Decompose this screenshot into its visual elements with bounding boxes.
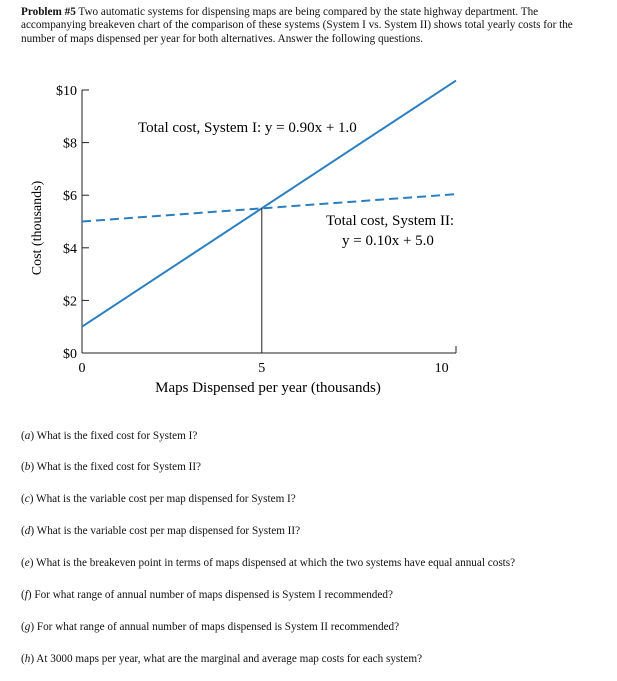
question-d: (d) What is the variable cost per map dispensed for System II? bbox=[21, 525, 301, 537]
y-axis-label: Cost (thousands) bbox=[30, 180, 45, 276]
question-c: (c) What is the variable cost per map dispensed for System I? bbox=[21, 493, 296, 505]
y-tick-label-1: $2 bbox=[63, 294, 77, 310]
x-tick-label-1: 5 bbox=[258, 361, 266, 376]
y-tick-label-3: $6 bbox=[63, 189, 77, 205]
problem-text: Two automatic systems for dispensing maps are being compared by the state highway department. The accompanying breakeven chart of the comparison of these systems (System I vs. System II) shows total yearly costs for the number of maps dispensed per year for both alternatives. Answer the following questions. bbox=[21, 6, 573, 45]
question-b: (b) What is the fixed cost for System II? bbox=[21, 461, 202, 473]
x-tick-label-0: 0 bbox=[78, 361, 86, 376]
question-f: (f) For what range of annual number of maps dispensed is System I recommended? bbox=[21, 589, 393, 601]
x-axis-label: Maps Dispensed per year (thousands) bbox=[155, 380, 381, 396]
question-a: (a) What is the fixed cost for System I? bbox=[21, 430, 198, 442]
series-line-system-1 bbox=[82, 81, 456, 327]
question-e: (e) What is the breakeven point in terms of maps dispensed at which the two systems have equal annual costs? bbox=[21, 557, 516, 569]
y-tick-label-0: $0 bbox=[63, 347, 77, 362]
system-2-label-line2: y = 0.10x + 5.0 bbox=[342, 233, 434, 249]
x-tick-label-2: 10 bbox=[434, 361, 449, 376]
question-h: (h) At 3000 maps per year, what are the marginal and average map costs for each system? bbox=[21, 653, 423, 665]
y-tick-label-5: $10 bbox=[56, 84, 77, 99]
x-axis-ticks bbox=[79, 361, 449, 376]
question-g: (g) For what range of annual number of maps dispensed is System II recommended? bbox=[21, 621, 400, 633]
system-2-label-line1: Total cost, System II: bbox=[326, 213, 455, 229]
problem-number: Problem #5 bbox=[21, 6, 76, 18]
y-tick-label-2: $4 bbox=[63, 241, 77, 257]
system-1-label: Total cost, System I: y = 0.90x + 1.0 bbox=[138, 120, 357, 136]
y-axis-ticks bbox=[56, 84, 89, 362]
y-tick-label-4: $8 bbox=[63, 136, 77, 152]
